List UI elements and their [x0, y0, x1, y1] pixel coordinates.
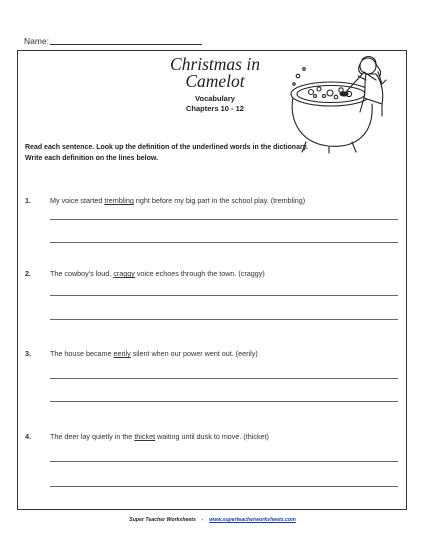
footer-separator: -: [201, 517, 204, 523]
answer-line[interactable]: [50, 319, 398, 320]
name-label: Name:: [24, 36, 50, 46]
name-field[interactable]: [50, 44, 202, 45]
answer-line[interactable]: [50, 219, 398, 220]
answer-line[interactable]: [50, 378, 398, 379]
answer-line[interactable]: [50, 461, 398, 462]
footer: [0, 517, 425, 523]
answer-line[interactable]: [50, 401, 398, 402]
worksheet-title: [150, 56, 280, 90]
question-sentence: The cowboy's loud, craggy voice echoes through the town. (craggy): [50, 269, 265, 278]
title-line-2: Camelot: [185, 71, 245, 91]
question-sentence: The deer lay quietly in the thicket waiting until dusk to move. (thicket): [50, 432, 269, 441]
question-sentence: The house became eerily silent when our power went out. (eerily): [50, 349, 258, 358]
vocab-word: eerily: [113, 349, 131, 358]
question-number: 1.: [25, 196, 31, 205]
answer-line[interactable]: [50, 295, 398, 296]
vocab-word: craggy: [113, 269, 135, 278]
title-line-1: Christmas in: [170, 54, 260, 74]
question-sentence: My voice started trembling right before my big part in the school play. (trembling): [50, 196, 306, 205]
footer-brand: Super Teacher Worksheets: [129, 517, 196, 523]
vocab-word: trembling: [104, 196, 134, 205]
answer-line[interactable]: [50, 486, 398, 487]
question-number: 4.: [25, 432, 31, 441]
vocab-word: thicket: [134, 432, 156, 441]
subtitle-topic: Vocabulary: [195, 94, 235, 103]
question-number: 2.: [25, 269, 31, 278]
subtitle-chapters: Chapters 10 - 12: [186, 104, 244, 113]
footer-url-link[interactable]: www.superteacherworksheets.com: [209, 517, 296, 523]
instructions-text: Read each sentence. Look up the definition of the underlined words in the dictionary. Write each definition on the lines below.: [25, 144, 309, 162]
question-number: 3.: [25, 349, 31, 358]
answer-line[interactable]: [50, 242, 398, 243]
girl-stirring-cauldron-icon: [286, 54, 390, 154]
